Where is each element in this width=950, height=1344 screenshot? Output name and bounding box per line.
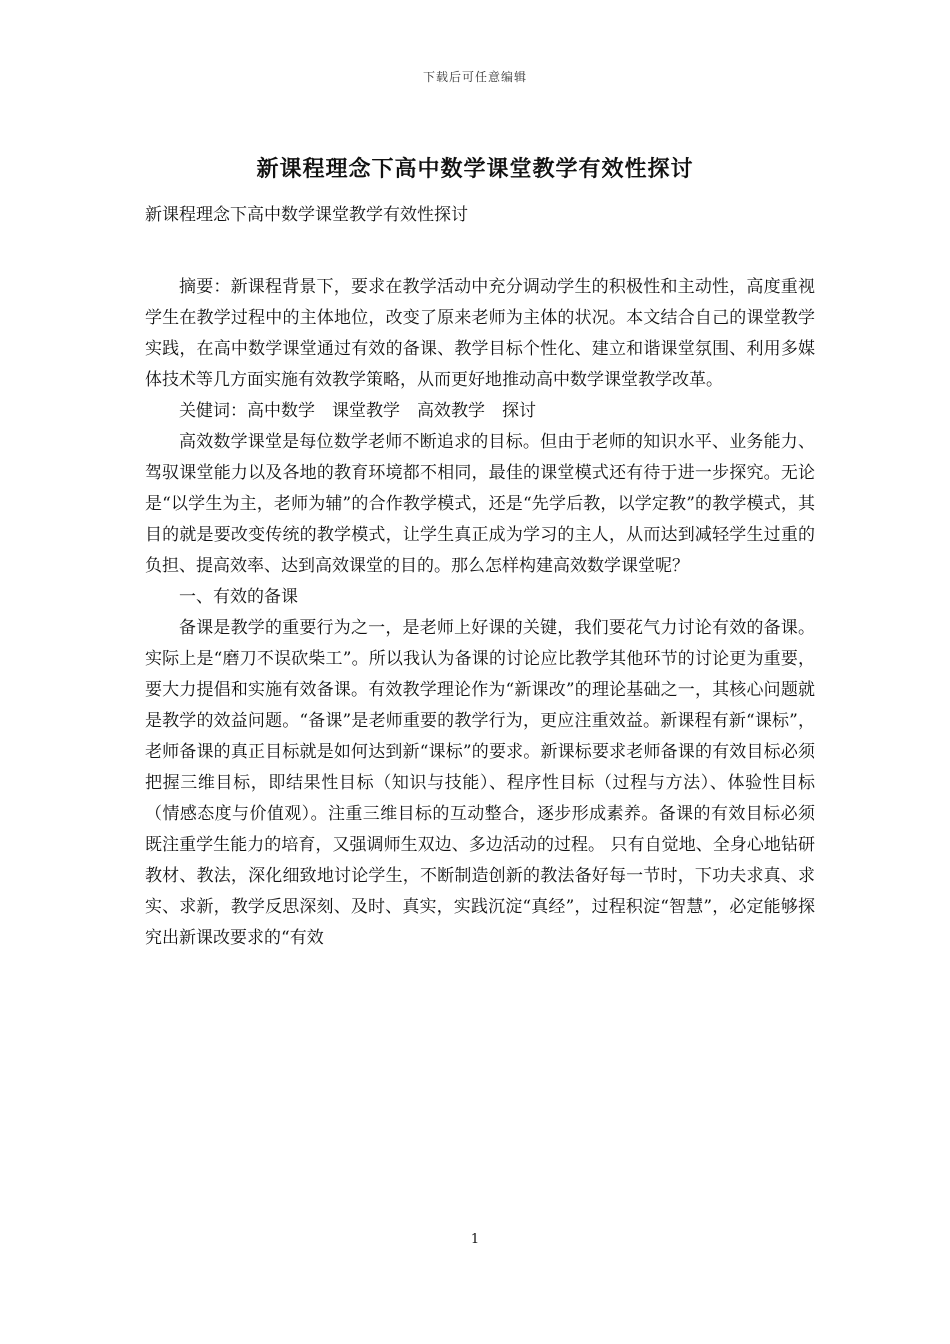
page-number: 1 [470, 1232, 480, 1247]
document-subtitle: 新课程理念下高中数学课堂教学有效性探讨 [145, 205, 468, 225]
document-title: 新课程理念下高中数学课堂教学有效性探讨 [256, 156, 694, 182]
header-note: 下载后可任意编辑 [422, 70, 527, 84]
abstract-paragraph: 摘要：新课程背景下，要求在教学活动中充分调动学生的积极性和主动性，高度重视学生在教学过程中的主体地位，改变了原来老师为主体的状况。本文结合自己的课堂教学实践，在高中数学课堂通过有效的备课、教学目标个性化、建立和谐课堂氛围、利用多媒体技术等几方面实施有效教学策略，从而更好地推动高中数学课堂教学改革。 [145, 277, 815, 390]
keywords-paragraph: 关健词：高中数学 课堂教学 高效教学 探讨 [179, 401, 536, 421]
intro-paragraph: 高效数学课堂是每位数学老师不断追求的目标。但由于老师的知识水平、业务能力、驾驭课堂能力以及各地的教育环境都不相同，最佳的课堂模式还有待于进一步探究。无论是“以学生为主，老师为辅”的合作教学模式，还是“先学后教，以学定教”的教学模式，其目的就是要改变传统的教学模式，让学生真正成为学习的主人，从而达到减轻学生过重的负担、提高效率、达到高效课堂的目的。那么怎样构建高效数学课堂呢？ [145, 432, 815, 576]
section-heading: 一、有效的备课 [179, 587, 298, 607]
document-body [145, 272, 815, 954]
section-paragraph: 备课是教学的重要行为之一，是老师上好课的关键，我们要花气力讨论有效的备课。实际上是“磨刀不误砍柴工”。所以我认为备课的讨论应比教学其他环节的讨论更为重要，要大力提倡和实施有效备课。有效教学理论作为“新课改”的理论基础之一，其核心问题就是教学的效益问题。“备课”是老师重要的教学行为，更应注重效益。新课程有新“课标”，老师备课的真正目标就是如何达到新“课标”的要求。新课标要求老师备课的有效目标必须把握三维目标，即结果性目标（知识与技能）、程序性目标（过程与方法）、体验性目标（情感态度与价值观）。注重三维目标的互动整合，逐步形成素养。备课的有效目标必须既注重学生能力的培育，又强调师生双边、多边活动的过程。 只有自觉地、全身心地钻研教材、教法，深化细致地讨论学生，不断制造创新的教法备好每一节时，下功夫求真、求实、求新，教学反思深刻、及时、真实，实践沉淀“真经”，过程积淀“智慧”，必定能够探究出新课改要求的“有效 [145, 618, 815, 948]
